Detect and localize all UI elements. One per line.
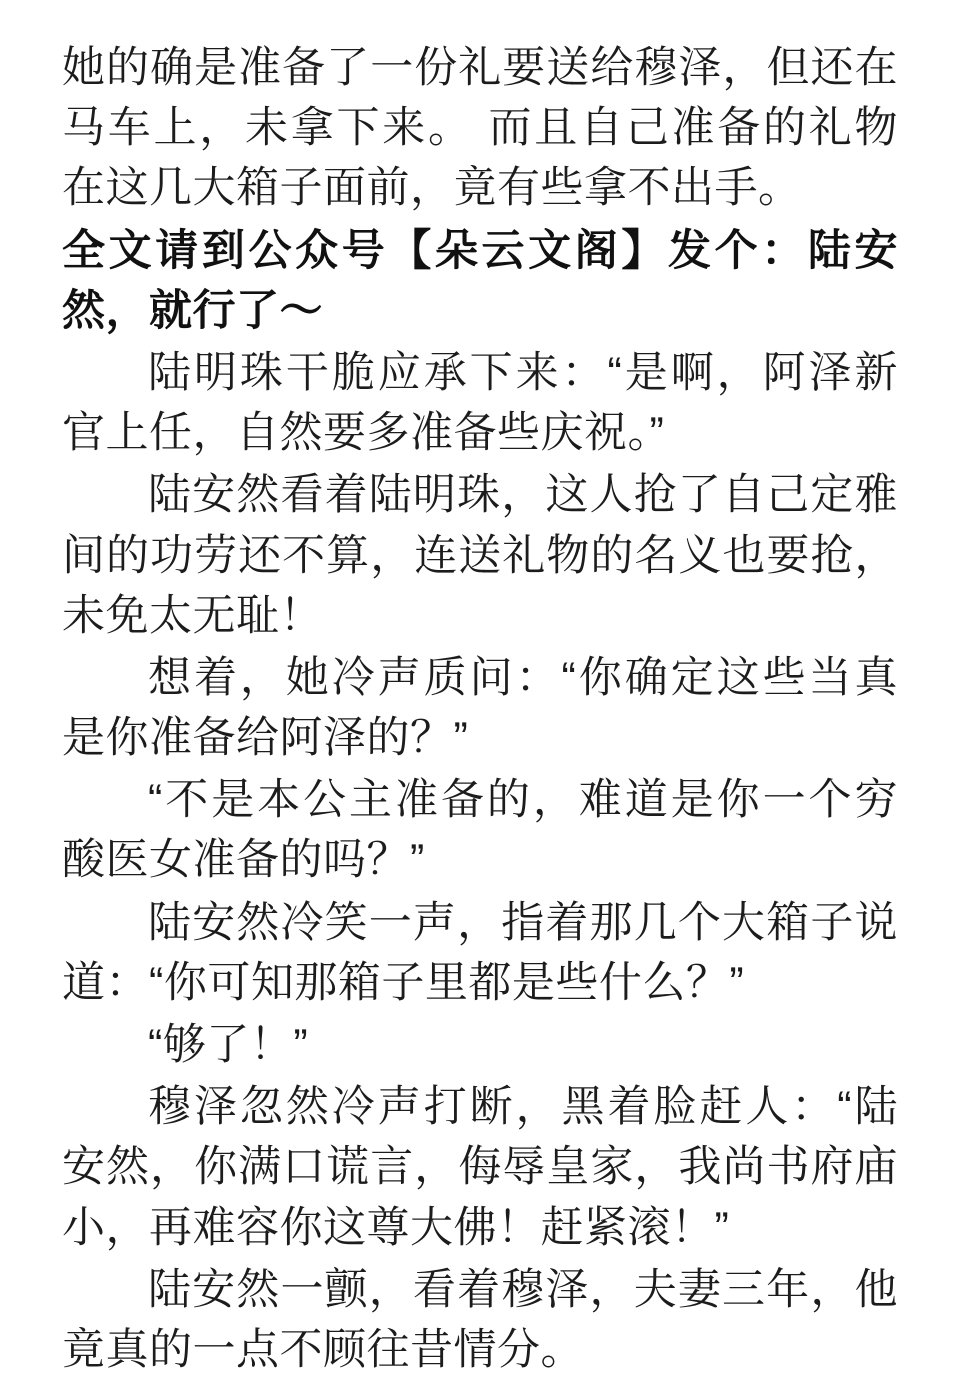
story-paragraph: 她的确是准备了一份礼要送给穆泽，但还在马车上，未拿下来。 而且自己准备的礼物在这几大箱子面前，竟有些拿不出手。 bbox=[62, 44, 898, 213]
story-paragraph: 陆安然看着陆明珠，这人抢了自己定雅间的功劳还不算，连送礼物的名义也要抢，未免太无耻！ bbox=[62, 471, 898, 640]
story-paragraph: 陆明珠干脆应承下来：“是啊，阿泽新官上任，自然要多准备些庆祝。” bbox=[62, 348, 898, 458]
story-paragraph: 陆安然冷笑一声，指着那几个大箱子说道：“你可知那箱子里都是些什么？” bbox=[62, 898, 898, 1007]
story-paragraph: 穆泽忽然冷声打断，黑着脸赶人：“陆安然，你满口谎言，侮辱皇家，我尚书府庙小，再难容你这尊大佛！赶紧滚！” bbox=[62, 1083, 898, 1252]
story-paragraph: 陆安然一颤，看着穆泽，夫妻三年，他竟真的一点不顾往昔情分。 bbox=[62, 1265, 898, 1374]
story-paragraph: “够了！” bbox=[148, 1021, 309, 1069]
story-paragraph: 想着，她冷声质问：“你确定这些当真是你准备给阿泽的？” bbox=[62, 653, 898, 763]
promo-paragraph: 全文请到公众号【朵云文阁】发个：陆安然，就行了～ bbox=[62, 226, 898, 335]
story-paragraph: “不是本公主准备的，难道是你一个穷酸医女准备的吗？” bbox=[62, 776, 898, 885]
